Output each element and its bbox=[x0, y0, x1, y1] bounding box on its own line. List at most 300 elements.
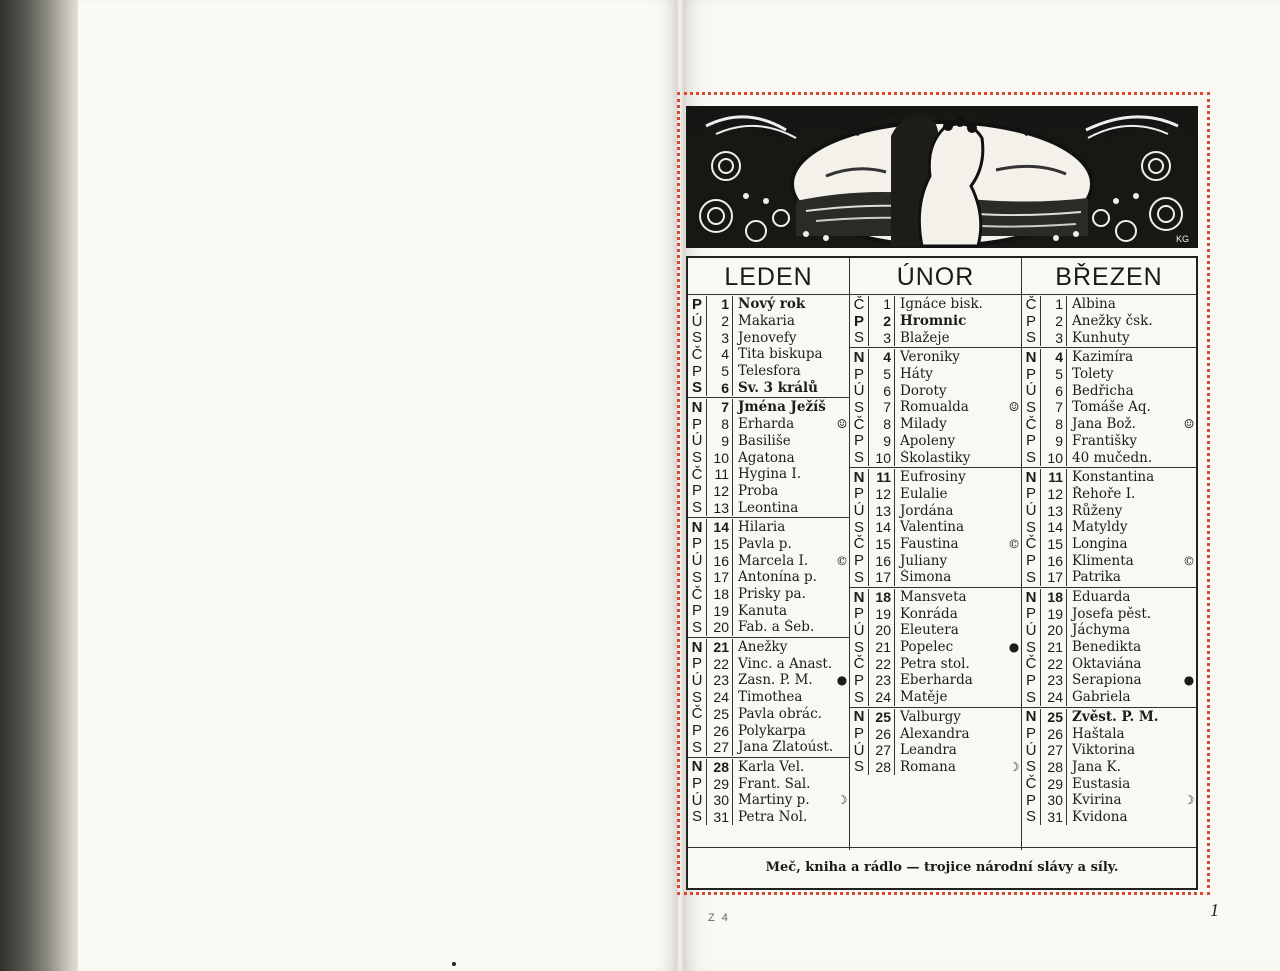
day-number: 11 bbox=[868, 469, 895, 486]
day-of-week: P bbox=[1025, 671, 1036, 689]
day-row bbox=[688, 329, 849, 346]
nameday: Kvirina bbox=[1072, 792, 1122, 809]
day-row bbox=[850, 536, 1021, 553]
day-number: 6 bbox=[1040, 382, 1067, 399]
day-row bbox=[1022, 349, 1196, 366]
day-number: 29 bbox=[1040, 775, 1067, 792]
day-of-week: S bbox=[1025, 808, 1036, 826]
ink-speck bbox=[452, 962, 456, 966]
day-number: 13 bbox=[1040, 502, 1067, 519]
nameday: Řehoře I. bbox=[1072, 485, 1136, 502]
nameday: Růženy bbox=[1072, 502, 1123, 519]
day-of-week: S bbox=[853, 518, 864, 536]
nameday: Konstantina bbox=[1072, 469, 1155, 486]
day-row bbox=[850, 552, 1021, 569]
week-block bbox=[850, 708, 1021, 777]
day-of-week: P bbox=[691, 535, 702, 553]
day-row bbox=[688, 483, 849, 500]
day-of-week: S bbox=[853, 758, 864, 776]
nameday: Petra stol. bbox=[900, 655, 970, 672]
day-of-week: P bbox=[1025, 485, 1036, 503]
month-column bbox=[850, 258, 1022, 850]
nameday: Valentina bbox=[900, 519, 965, 536]
day-row bbox=[1022, 709, 1196, 726]
day-number: 21 bbox=[868, 639, 895, 656]
week-block bbox=[850, 348, 1021, 468]
day-row bbox=[688, 433, 849, 450]
day-number: 14 bbox=[1040, 519, 1067, 536]
day-number: 30 bbox=[1040, 792, 1067, 809]
day-of-week: Č bbox=[691, 345, 703, 363]
day-row bbox=[1022, 502, 1196, 519]
day-number: 17 bbox=[868, 569, 895, 586]
day-of-week: N bbox=[853, 588, 865, 606]
day-row bbox=[850, 605, 1021, 622]
day-number: 17 bbox=[706, 569, 733, 586]
day-of-week: P bbox=[691, 295, 702, 313]
day-row bbox=[850, 502, 1021, 519]
nameday: Hromnic bbox=[900, 313, 967, 330]
day-number: 14 bbox=[868, 519, 895, 536]
day-of-week: Č bbox=[853, 295, 865, 313]
day-of-week: S bbox=[853, 329, 864, 347]
day-of-week: S bbox=[853, 688, 864, 706]
day-number: 15 bbox=[1040, 536, 1067, 553]
day-row bbox=[850, 469, 1021, 486]
day-number: 5 bbox=[868, 366, 895, 383]
day-of-week: P bbox=[853, 552, 864, 570]
day-of-week: N bbox=[1025, 708, 1037, 726]
nameday: Romualda bbox=[900, 399, 969, 416]
day-of-week: S bbox=[691, 738, 702, 756]
day-of-week: P bbox=[691, 655, 702, 673]
day-number: 16 bbox=[706, 552, 733, 569]
day-row bbox=[688, 792, 849, 809]
day-row bbox=[1022, 366, 1196, 383]
day-row bbox=[850, 709, 1021, 726]
day-row bbox=[688, 536, 849, 553]
day-number: 18 bbox=[706, 586, 733, 603]
moon-phase-icon: ☺ bbox=[1183, 417, 1195, 432]
day-number: 8 bbox=[868, 416, 895, 433]
signature-mark: Z 4 bbox=[708, 912, 730, 924]
nameday: Petra Nol. bbox=[738, 808, 808, 825]
nameday: Eufrosiny bbox=[900, 469, 966, 486]
day-row bbox=[850, 639, 1021, 656]
day-row bbox=[688, 739, 849, 756]
day-of-week: N bbox=[691, 518, 703, 536]
day-number: 1 bbox=[868, 296, 895, 313]
day-row bbox=[850, 622, 1021, 639]
day-of-week: Ú bbox=[1025, 382, 1037, 400]
day-row bbox=[1022, 519, 1196, 536]
page-number: 1 bbox=[1210, 900, 1219, 920]
day-of-week: Č bbox=[1025, 535, 1037, 553]
day-number: 29 bbox=[706, 775, 733, 792]
day-row bbox=[688, 346, 849, 363]
day-number: 27 bbox=[706, 739, 733, 756]
day-number: 14 bbox=[706, 519, 733, 536]
day-row bbox=[688, 466, 849, 483]
day-number: 26 bbox=[706, 722, 733, 739]
nameday: Telesfora bbox=[738, 363, 801, 380]
day-of-week: S bbox=[1025, 568, 1036, 586]
week-block bbox=[688, 295, 849, 398]
day-of-week: P bbox=[691, 722, 702, 740]
day-of-week: Ú bbox=[853, 741, 865, 759]
week-block bbox=[1022, 348, 1196, 468]
nameday: Viktorina bbox=[1072, 742, 1136, 759]
day-of-week: N bbox=[1025, 348, 1037, 366]
day-number: 10 bbox=[868, 449, 895, 466]
nameday: Benedikta bbox=[1072, 639, 1142, 656]
day-number: 26 bbox=[1040, 725, 1067, 742]
day-row bbox=[850, 689, 1021, 706]
day-number: 4 bbox=[868, 349, 895, 366]
day-number: 21 bbox=[1040, 639, 1067, 656]
day-number: 13 bbox=[868, 502, 895, 519]
day-of-week: P bbox=[691, 362, 702, 380]
day-of-week: S bbox=[853, 568, 864, 586]
nameday: Polykarpa bbox=[738, 722, 806, 739]
week-block bbox=[688, 638, 849, 758]
day-of-week: Č bbox=[691, 705, 703, 723]
day-row bbox=[688, 809, 849, 826]
moon-phase-icon: ● bbox=[1183, 673, 1195, 688]
nameday: Matěje bbox=[900, 689, 948, 706]
week-block bbox=[688, 758, 849, 827]
day-number: 11 bbox=[1040, 469, 1067, 486]
day-row bbox=[1022, 742, 1196, 759]
nameday: Klimenta bbox=[1072, 552, 1134, 569]
nameday: Jáchyma bbox=[1072, 622, 1131, 639]
nameday: Timothea bbox=[738, 689, 803, 706]
book-cover-edge bbox=[0, 0, 80, 971]
day-number: 22 bbox=[706, 655, 733, 672]
day-row bbox=[688, 672, 849, 689]
day-row bbox=[850, 519, 1021, 536]
nameday: Valburgy bbox=[900, 708, 961, 725]
day-of-week: N bbox=[853, 348, 865, 366]
day-row bbox=[688, 586, 849, 603]
day-of-week: S bbox=[691, 808, 702, 826]
nameday: Františky bbox=[1072, 432, 1138, 449]
day-of-week: N bbox=[1025, 588, 1037, 606]
day-number: 24 bbox=[1040, 689, 1067, 706]
day-row bbox=[1022, 759, 1196, 776]
nameday: Leandra bbox=[900, 742, 957, 759]
moon-phase-icon: © bbox=[1183, 553, 1195, 568]
nameday: Doroty bbox=[900, 382, 947, 399]
day-row bbox=[1022, 449, 1196, 466]
nameday: Kazimíra bbox=[1072, 349, 1134, 366]
day-row bbox=[1022, 655, 1196, 672]
moon-phase-icon: ☺ bbox=[1008, 400, 1020, 415]
nameday: Faustina bbox=[900, 535, 959, 552]
day-of-week: P bbox=[853, 725, 864, 743]
nameday: Basiliše bbox=[738, 432, 791, 449]
day-number: 16 bbox=[1040, 552, 1067, 569]
nameday: Juliany bbox=[900, 552, 948, 569]
day-row bbox=[688, 655, 849, 672]
week-block bbox=[1022, 588, 1196, 708]
day-number: 5 bbox=[706, 363, 733, 380]
day-number: 7 bbox=[706, 399, 733, 416]
moon-phase-icon: ☽ bbox=[1183, 793, 1195, 808]
day-row bbox=[850, 589, 1021, 606]
day-row bbox=[688, 379, 849, 396]
week-block bbox=[688, 518, 849, 638]
week-block bbox=[850, 468, 1021, 588]
day-of-week: N bbox=[691, 758, 703, 776]
day-of-week: P bbox=[853, 485, 864, 503]
day-row bbox=[850, 433, 1021, 450]
day-number: 4 bbox=[706, 346, 733, 363]
day-of-week: N bbox=[853, 468, 865, 486]
day-of-week: S bbox=[691, 688, 702, 706]
day-number: 23 bbox=[868, 672, 895, 689]
nameday: Vinc. a Anast. bbox=[738, 655, 833, 672]
day-number: 1 bbox=[706, 296, 733, 313]
nameday: Apoleny bbox=[900, 432, 956, 449]
nameday: Jana K. bbox=[1072, 758, 1121, 775]
day-of-week: P bbox=[1025, 552, 1036, 570]
day-row bbox=[688, 569, 849, 586]
nameday: Tomáše Aq. bbox=[1072, 399, 1151, 416]
day-number: 30 bbox=[706, 792, 733, 809]
day-of-week: Ú bbox=[691, 671, 703, 689]
day-row bbox=[688, 759, 849, 776]
day-number: 20 bbox=[1040, 622, 1067, 639]
day-row bbox=[688, 689, 849, 706]
month-title: ÚNOR bbox=[850, 258, 1021, 295]
day-of-week: P bbox=[691, 415, 702, 433]
day-row bbox=[1022, 552, 1196, 569]
nameday: Zvěst. P. M. bbox=[1072, 708, 1159, 725]
day-number: 18 bbox=[1040, 589, 1067, 606]
nameday: Karla Vel. bbox=[738, 758, 805, 775]
day-number: 3 bbox=[706, 329, 733, 346]
day-row bbox=[1022, 792, 1196, 809]
day-row bbox=[688, 363, 849, 380]
nameday: Matyldy bbox=[1072, 519, 1128, 536]
nameday: Anežky čsk. bbox=[1072, 313, 1153, 330]
day-row bbox=[850, 449, 1021, 466]
day-number: 28 bbox=[1040, 759, 1067, 776]
nameday: Pavla p. bbox=[738, 535, 792, 552]
day-of-week: Č bbox=[691, 585, 703, 603]
nameday: Blažeje bbox=[900, 329, 950, 346]
day-number: 19 bbox=[706, 602, 733, 619]
day-number: 19 bbox=[1040, 605, 1067, 622]
day-row bbox=[1022, 416, 1196, 433]
day-of-week: Ú bbox=[691, 552, 703, 570]
day-row bbox=[1022, 775, 1196, 792]
day-of-week: Č bbox=[1025, 295, 1037, 313]
moon-phase-icon: ☽ bbox=[836, 793, 848, 808]
day-row bbox=[1022, 569, 1196, 586]
day-of-week: Č bbox=[1025, 415, 1037, 433]
nameday: Bedřicha bbox=[1072, 382, 1134, 399]
day-number: 27 bbox=[1040, 742, 1067, 759]
nameday: Jména Ježíš bbox=[738, 399, 826, 416]
day-of-week: Ú bbox=[1025, 621, 1037, 639]
nameday: Leontina bbox=[738, 499, 799, 516]
day-row bbox=[1022, 329, 1196, 346]
day-row bbox=[1022, 382, 1196, 399]
nameday: Oktaviána bbox=[1072, 655, 1142, 672]
day-of-week: Č bbox=[853, 655, 865, 673]
day-number: 6 bbox=[706, 379, 733, 396]
day-of-week: S bbox=[853, 638, 864, 656]
month-column bbox=[1022, 258, 1196, 850]
day-of-week: S bbox=[691, 568, 702, 586]
day-row bbox=[850, 672, 1021, 689]
day-number: 15 bbox=[706, 536, 733, 553]
nameday: Antonína p. bbox=[738, 569, 817, 586]
day-of-week: S bbox=[1025, 449, 1036, 467]
day-number: 25 bbox=[1040, 709, 1067, 726]
nameday: Marcela I. bbox=[738, 552, 809, 569]
day-of-week: P bbox=[1025, 432, 1036, 450]
day-number: 9 bbox=[1040, 433, 1067, 450]
day-number: 9 bbox=[868, 433, 895, 450]
day-number: 10 bbox=[706, 449, 733, 466]
day-number: 19 bbox=[868, 605, 895, 622]
day-number: 5 bbox=[1040, 366, 1067, 383]
day-of-week: P bbox=[1025, 365, 1036, 383]
day-number: 8 bbox=[1040, 416, 1067, 433]
week-block bbox=[688, 398, 849, 518]
nameday: Tita biskupa bbox=[738, 346, 823, 363]
day-of-week: P bbox=[691, 602, 702, 620]
nameday: Šimona bbox=[900, 569, 952, 586]
week-block bbox=[850, 295, 1021, 348]
nameday: Sv. 3 králů bbox=[738, 379, 818, 396]
day-number: 25 bbox=[706, 706, 733, 723]
nameday: Eleutera bbox=[900, 622, 959, 639]
day-of-week: S bbox=[1025, 518, 1036, 536]
day-number: 3 bbox=[1040, 329, 1067, 346]
nameday: Veroniky bbox=[900, 349, 960, 366]
day-of-week: P bbox=[853, 432, 864, 450]
day-number: 18 bbox=[868, 589, 895, 606]
day-of-week: P bbox=[853, 671, 864, 689]
day-row bbox=[688, 552, 849, 569]
day-of-week: Č bbox=[853, 535, 865, 553]
day-row bbox=[1022, 672, 1196, 689]
nameday: Proba bbox=[738, 482, 779, 499]
nameday: Anežky bbox=[738, 639, 788, 656]
day-of-week: P bbox=[853, 365, 864, 383]
day-of-week: P bbox=[1025, 312, 1036, 330]
day-of-week: N bbox=[853, 708, 865, 726]
day-of-week: P bbox=[1025, 725, 1036, 743]
day-row bbox=[1022, 486, 1196, 503]
nameday: Longina bbox=[1072, 535, 1128, 552]
day-row bbox=[850, 486, 1021, 503]
day-of-week: P bbox=[1025, 791, 1036, 809]
nameday: Jenovefy bbox=[738, 329, 797, 346]
day-row bbox=[688, 706, 849, 723]
day-number: 17 bbox=[1040, 569, 1067, 586]
day-row bbox=[1022, 639, 1196, 656]
day-of-week: P bbox=[691, 482, 702, 500]
day-of-week: Ú bbox=[1025, 741, 1037, 759]
day-number: 7 bbox=[1040, 399, 1067, 416]
day-row bbox=[688, 416, 849, 433]
day-number: 12 bbox=[1040, 486, 1067, 503]
week-block bbox=[850, 588, 1021, 708]
day-row bbox=[850, 416, 1021, 433]
day-number: 2 bbox=[1040, 313, 1067, 330]
moon-phase-icon: ● bbox=[1008, 640, 1020, 655]
day-row bbox=[850, 296, 1021, 313]
day-number: 26 bbox=[868, 725, 895, 742]
day-of-week: S bbox=[691, 379, 702, 397]
nameday: Nový rok bbox=[738, 296, 806, 313]
day-number: 7 bbox=[868, 399, 895, 416]
day-number: 6 bbox=[868, 382, 895, 399]
day-number: 20 bbox=[706, 619, 733, 636]
day-of-week: S bbox=[1025, 688, 1036, 706]
day-row bbox=[688, 639, 849, 656]
nameday: Prisky pa. bbox=[738, 586, 806, 603]
day-row bbox=[688, 722, 849, 739]
day-number: 2 bbox=[868, 313, 895, 330]
nameday: Gabriela bbox=[1072, 689, 1131, 706]
day-number: 12 bbox=[868, 486, 895, 503]
day-of-week: Č bbox=[1025, 775, 1037, 793]
day-number: 3 bbox=[868, 329, 895, 346]
day-row bbox=[688, 602, 849, 619]
week-block bbox=[1022, 468, 1196, 588]
day-number: 23 bbox=[1040, 672, 1067, 689]
day-number: 12 bbox=[706, 483, 733, 500]
nameday: Josefa pěst. bbox=[1072, 605, 1152, 622]
nameday: Hygina I. bbox=[738, 466, 802, 483]
moon-phase-icon: © bbox=[1008, 536, 1020, 551]
nameday: Erharda bbox=[738, 416, 795, 433]
day-row bbox=[850, 329, 1021, 346]
day-row bbox=[850, 382, 1021, 399]
day-of-week: S bbox=[1025, 638, 1036, 656]
day-row bbox=[1022, 725, 1196, 742]
nameday: Jana Zlatoúst. bbox=[738, 739, 834, 756]
day-of-week: S bbox=[853, 398, 864, 416]
day-of-week: N bbox=[691, 398, 703, 416]
calendar-table bbox=[686, 256, 1198, 890]
nameday: Pavla obrác. bbox=[738, 705, 822, 722]
day-of-week: S bbox=[691, 618, 702, 636]
nameday: Kvidona bbox=[1072, 808, 1128, 825]
monogram: KG bbox=[1176, 234, 1190, 244]
illustration-svg bbox=[686, 106, 1198, 248]
nameday: Jordána bbox=[900, 502, 954, 519]
day-row bbox=[850, 759, 1021, 776]
day-of-week: S bbox=[1025, 398, 1036, 416]
day-of-week: S bbox=[1025, 758, 1036, 776]
day-row bbox=[688, 296, 849, 313]
day-row bbox=[850, 569, 1021, 586]
day-row bbox=[850, 366, 1021, 383]
day-row bbox=[688, 399, 849, 416]
day-number: 25 bbox=[868, 709, 895, 726]
nameday: 40 mučedn. bbox=[1072, 449, 1153, 466]
day-number: 13 bbox=[706, 499, 733, 516]
day-number: 24 bbox=[706, 689, 733, 706]
day-of-week: S bbox=[691, 449, 702, 467]
